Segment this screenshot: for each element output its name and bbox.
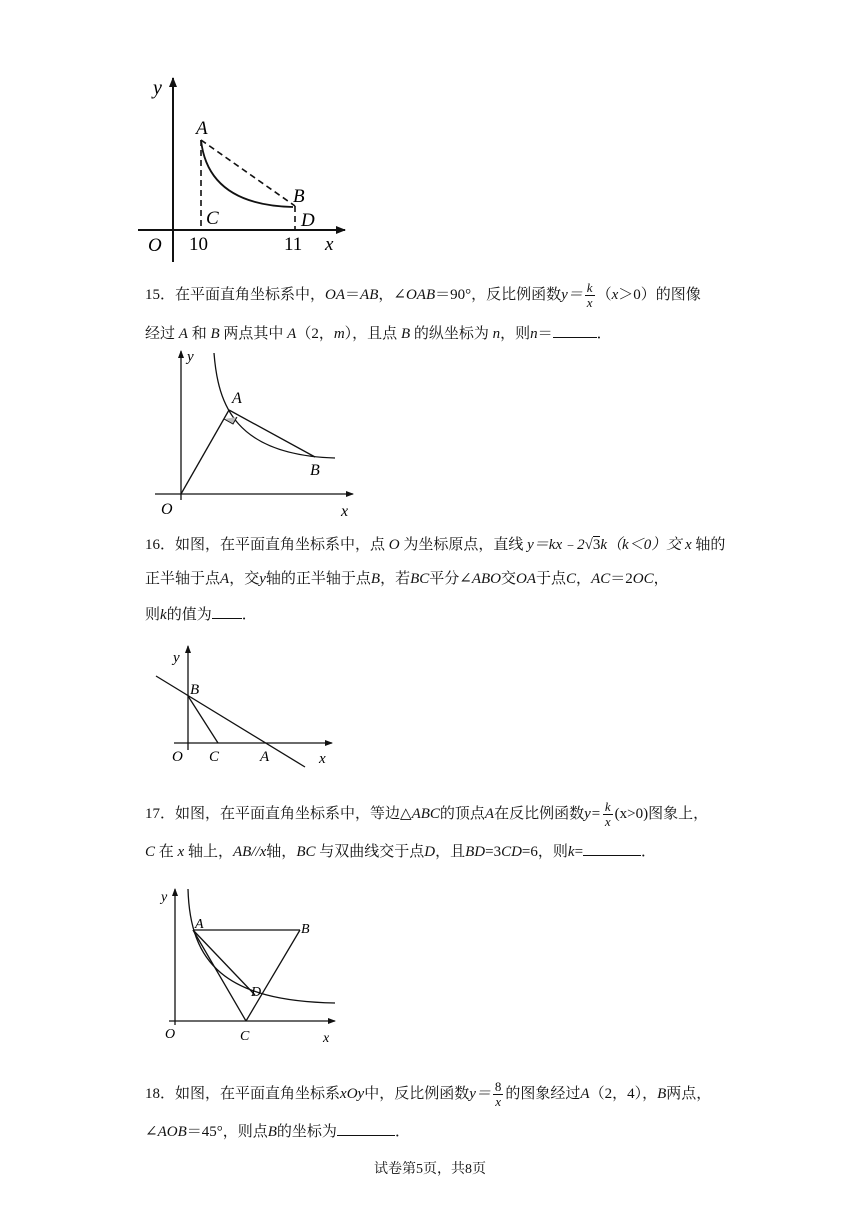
text: 3 <box>592 537 601 553</box>
text: B <box>400 326 411 342</box>
text: 经过 <box>145 326 176 342</box>
text: A <box>287 326 297 342</box>
text: （2，4）， <box>589 1085 658 1102</box>
text: ＞0）的图像 <box>618 286 701 303</box>
label-x: x <box>319 751 326 767</box>
text: 如图，在平面直角坐标系 <box>175 1085 341 1102</box>
denominator: x <box>495 1094 502 1109</box>
label-c: C <box>240 1029 250 1044</box>
label-b: B <box>293 186 305 207</box>
question-18-line-2 <box>145 1121 410 1142</box>
text: x <box>684 537 692 553</box>
text: D <box>424 844 436 860</box>
question-number: 15． <box>145 286 176 303</box>
text: B <box>370 571 381 587</box>
figure-14 <box>138 70 358 265</box>
text: AOB <box>157 1124 187 1140</box>
question-17-line-1 <box>145 800 708 829</box>
label-d: D <box>301 210 315 231</box>
text: 轴上， <box>187 844 233 860</box>
text: 在反比例函数 <box>494 805 585 822</box>
label-o: O <box>172 749 183 765</box>
label-d: D <box>251 985 262 1000</box>
segment-bc <box>188 696 218 743</box>
question-15-line-1 <box>145 281 701 310</box>
label-a: A <box>260 749 270 765</box>
text: x <box>611 286 619 303</box>
text: OAB <box>405 286 436 303</box>
label-o: O <box>148 235 162 256</box>
label-b: B <box>190 682 200 698</box>
text: ， <box>576 571 592 587</box>
figure-15 <box>150 345 362 525</box>
text: B <box>210 326 220 342</box>
text: 轴的正半轴于点 <box>265 571 371 587</box>
answer-blank[interactable] <box>212 604 242 619</box>
text: B <box>267 1124 277 1140</box>
sqrt-sign: √ <box>584 537 593 553</box>
denominator: x <box>604 814 611 829</box>
text: 的值为 <box>166 607 212 623</box>
label-a: A <box>232 390 242 407</box>
text: y＝ <box>561 286 583 303</box>
tick-10: 10 <box>189 234 208 255</box>
text: BD <box>465 844 486 860</box>
text: 正半轴于点 <box>145 571 221 587</box>
page-footer: 试卷第5页，共8页 <box>374 1162 486 1177</box>
text: 平分∠ <box>429 571 472 587</box>
text: ， <box>653 571 669 587</box>
text: 如图，在平面直角坐标系中，点 <box>175 537 386 553</box>
question-17-line-2 <box>145 841 656 862</box>
answer-blank[interactable] <box>553 323 597 338</box>
segment-ad <box>193 930 255 995</box>
text: 和 <box>191 326 207 342</box>
text: ，∠ <box>378 286 406 303</box>
text: 的坐标为 <box>276 1124 337 1140</box>
question-15-line-2 <box>145 323 612 344</box>
denominator: x <box>586 295 593 310</box>
numerator: k <box>586 280 593 295</box>
segment-bc <box>246 930 300 1021</box>
text: 在 <box>158 844 174 860</box>
text: k <box>160 607 167 623</box>
question-number: 18． <box>145 1085 176 1102</box>
text: A <box>220 571 230 587</box>
text: 中，反比例函数 <box>364 1085 470 1102</box>
text: 在平面直角坐标系中， <box>175 286 326 303</box>
text: AB//x <box>232 844 267 860</box>
text: 轴的 <box>695 537 726 553</box>
hyperbola <box>188 889 335 1003</box>
segment-ab <box>201 140 295 206</box>
text: y＝kx﹣2 <box>527 537 585 553</box>
text: 轴， <box>266 844 297 860</box>
text: 如图，在平面直角坐标系中，等边△ <box>175 805 412 822</box>
text: n <box>530 326 538 342</box>
answer-blank[interactable] <box>337 1121 395 1136</box>
text: BC <box>410 571 430 587</box>
text: ，交 <box>229 571 260 587</box>
text: = <box>574 844 584 860</box>
question-16-line-3 <box>145 604 257 625</box>
label-o: O <box>161 501 173 518</box>
text: CD <box>501 844 522 860</box>
segment-oa <box>181 410 229 494</box>
text: ＝ <box>345 286 361 303</box>
text: A <box>484 805 495 822</box>
label-y: y <box>173 650 180 666</box>
segment-ab <box>229 410 315 457</box>
label-y: y <box>153 77 162 99</box>
numerator: k <box>604 799 611 814</box>
text: A <box>580 1085 590 1102</box>
text: 的图象经过 <box>505 1085 581 1102</box>
text: k <box>600 537 608 553</box>
curve <box>201 140 293 207</box>
text: ＝45°，则点 <box>186 1124 268 1140</box>
tick-11: 11 <box>284 234 303 255</box>
label-y: y <box>187 349 194 365</box>
fraction-8-over-x <box>493 1080 504 1109</box>
text: 两点其中 <box>223 326 284 342</box>
text: ABO <box>471 571 501 587</box>
text: ，则 <box>500 326 531 342</box>
text: x <box>177 844 185 860</box>
label-c: C <box>209 749 220 765</box>
answer-blank[interactable] <box>583 841 641 856</box>
text: OA <box>516 571 537 587</box>
text: 与双曲线交于点 <box>319 844 425 860</box>
question-16-line-1 <box>145 535 725 555</box>
text: ，且 <box>435 844 466 860</box>
question-number: 16． <box>145 537 176 553</box>
text: ＝2 <box>610 571 633 587</box>
text: ． <box>596 326 612 342</box>
text: m <box>333 326 345 342</box>
label-c: C <box>206 208 219 229</box>
text: OC <box>632 571 654 587</box>
text: ＝ <box>537 326 553 342</box>
label-y: y <box>161 890 168 905</box>
text: OA <box>325 286 346 303</box>
text: 交 <box>501 571 517 587</box>
text: （ <box>596 286 612 303</box>
figure-17 <box>155 883 345 1048</box>
text: AB <box>360 286 379 303</box>
text: AC <box>591 571 611 587</box>
text: 两点， <box>666 1085 712 1102</box>
text: n <box>492 326 501 342</box>
text: 则 <box>145 607 161 623</box>
right-angle-mark <box>224 417 237 424</box>
text: =6，则 <box>521 844 568 860</box>
text: ，若 <box>380 571 411 587</box>
text: A <box>178 326 188 342</box>
label-x: x <box>323 1031 330 1046</box>
text: ＝90°，反比例函数 <box>435 286 562 303</box>
question-18-line-1 <box>145 1080 711 1109</box>
text: y＝ <box>469 1085 491 1102</box>
label-x: x <box>341 503 349 520</box>
text: 为坐标原点，直线 <box>403 537 524 553</box>
text: ∠ <box>145 1124 158 1140</box>
figure-16 <box>150 640 340 775</box>
text: =3 <box>485 844 502 860</box>
label-a: A <box>195 917 204 932</box>
label-a: A <box>196 118 208 139</box>
text: k <box>567 844 575 860</box>
text: xOy <box>340 1085 365 1102</box>
text: O <box>388 537 400 553</box>
text: ABC <box>411 805 440 822</box>
label-x: x <box>325 234 334 255</box>
segment-ac <box>193 930 246 1021</box>
text: C <box>566 571 577 587</box>
text: （k＜0）交 <box>607 537 682 553</box>
fraction-k-over-x <box>585 281 595 310</box>
text: （2， <box>296 326 334 342</box>
text: BC <box>296 844 316 860</box>
label-o: O <box>165 1027 176 1042</box>
text: ），且点 <box>344 326 398 342</box>
text: C <box>145 844 156 860</box>
question-number: 17． <box>145 805 176 822</box>
text: ． <box>641 844 657 860</box>
fraction-k-over-x <box>603 800 613 829</box>
label-b: B <box>301 922 310 937</box>
text: ． <box>241 607 257 623</box>
label-b: B <box>310 462 320 479</box>
text: B <box>657 1085 667 1102</box>
text: y <box>259 571 266 587</box>
text: ． <box>394 1124 410 1140</box>
text: (x>0)图象上， <box>614 805 709 822</box>
text: y= <box>584 805 601 822</box>
text: 于点 <box>536 571 567 587</box>
text: 的顶点 <box>439 805 485 822</box>
text: 的纵坐标为 <box>413 326 489 342</box>
question-16-line-2 <box>145 569 669 589</box>
numerator: 8 <box>494 1079 502 1094</box>
